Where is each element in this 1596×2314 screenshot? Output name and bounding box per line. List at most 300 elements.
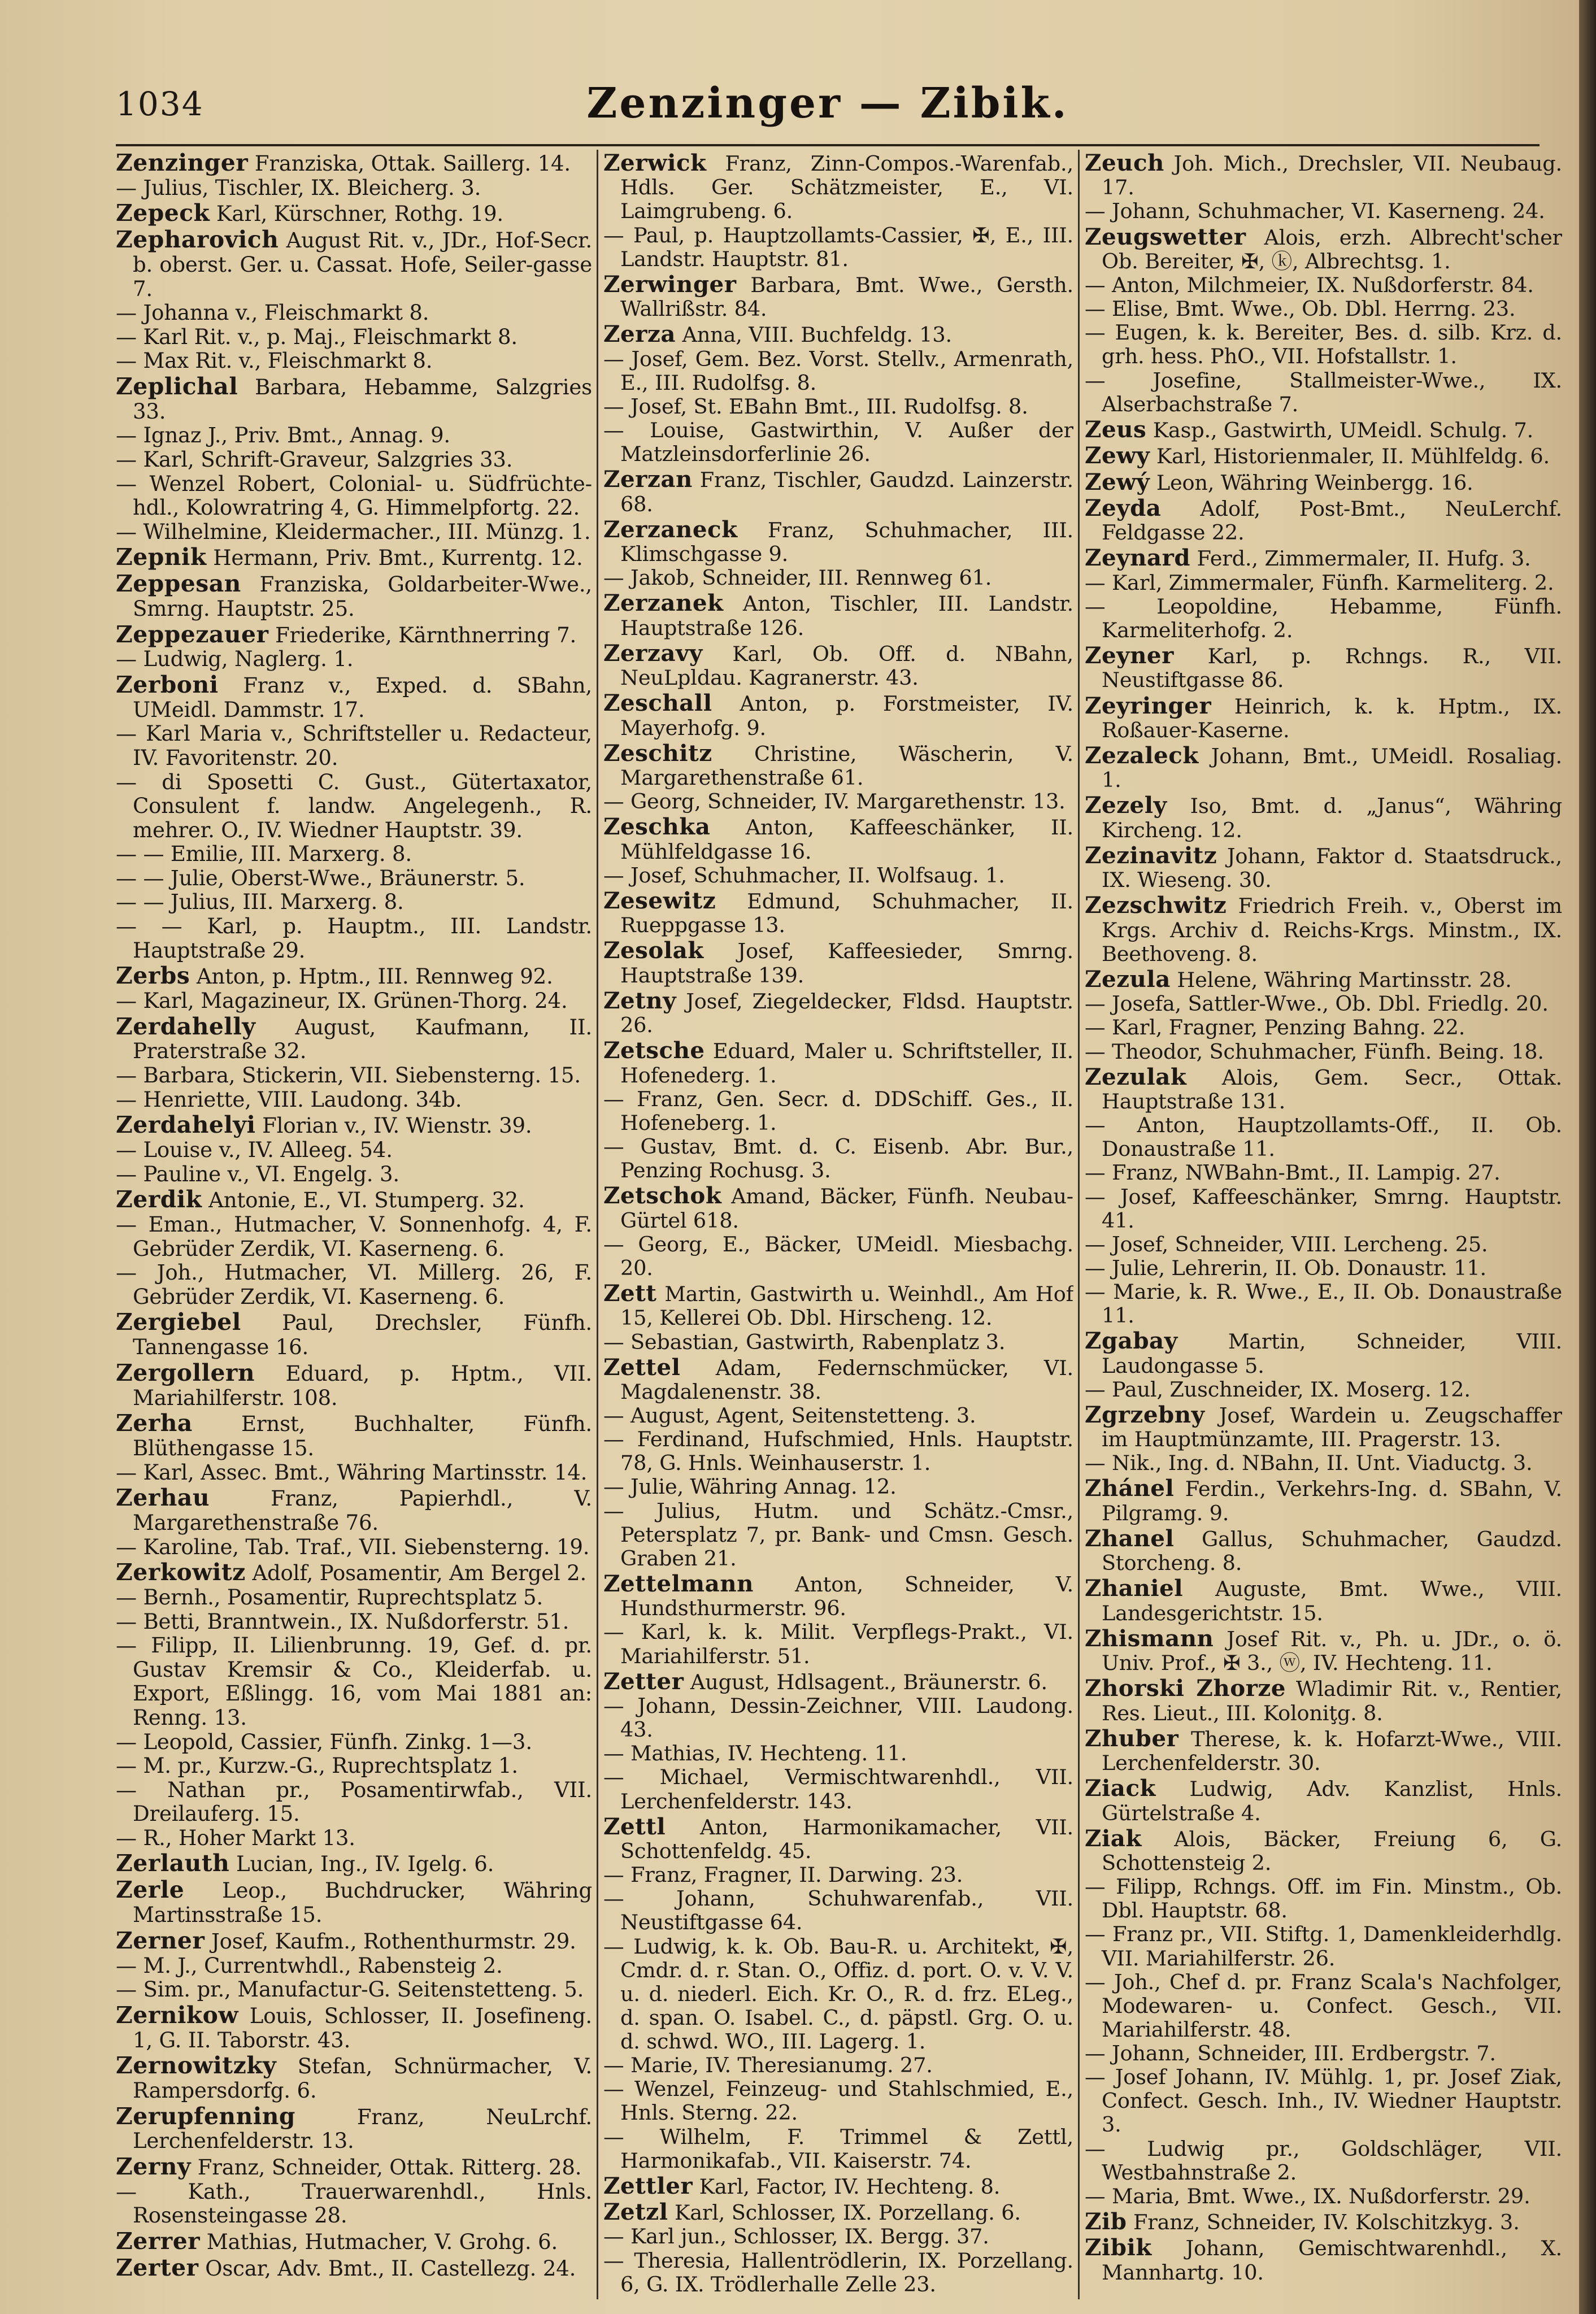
directory-entry xyxy=(1085,2234,1562,2284)
entry-details: Ernst, Buchhalter, Fünfh. Blüthengasse 15. xyxy=(133,1412,592,1461)
header-rule xyxy=(116,144,1540,146)
entry-surname: Zeppezauer xyxy=(116,620,269,648)
entry-details: — Henriette, VIII. Laudong. 34b. xyxy=(116,1087,462,1112)
entry-surname: Zgabay xyxy=(1085,1327,1178,1355)
directory-entry xyxy=(116,1309,592,1359)
directory-entry xyxy=(1085,1451,1562,1475)
entry-details: — Theresia, Hallentrödlerin, IX. Porzellang. 6, G. IX. Trödlerhalle Zelle 23. xyxy=(603,2248,1073,2296)
entry-details: — Leopold, Cassier, Fünfh. Zinkg. 1—3. xyxy=(116,1729,532,1754)
entry-details: Antonie, E., VI. Stumperg. 32. xyxy=(208,1188,525,1213)
entry-surname: Zeuch xyxy=(1085,150,1164,176)
entry-details: — Anton, Hauptzollamts-Off., II. Ob. Donaustraße 11. xyxy=(1085,1113,1562,1162)
directory-entry xyxy=(116,1213,592,1261)
entry-details: Josef, Kaffeesieder, Smrng. Hauptstraße 139. xyxy=(620,939,1073,988)
entry-surname: Zeugswetter xyxy=(1085,223,1246,250)
entry-details: — Josef, St. EBahn Bmt., III. Rudolfsg. 8. xyxy=(603,394,1028,419)
entry-details: Anton, Schneider, V. Hundsthurmerstr. 96. xyxy=(620,1572,1073,1621)
entry-details: — Sim. pr., Manufactur-G. Seitenstetteng. 5. xyxy=(116,1977,584,2002)
directory-entry xyxy=(603,395,1073,419)
directory-entry xyxy=(116,2103,592,2154)
directory-entry xyxy=(603,1428,1073,1475)
entry-details: — Karl Maria v., Schriftsteller u. Redacteur, IV. Favoritenstr. 20. xyxy=(116,721,592,770)
directory-entry xyxy=(1085,369,1562,416)
directory-entry xyxy=(1085,1040,1562,1064)
entry-details: — Pauline v., VI. Engelg. 3. xyxy=(116,1162,399,1186)
entry-surname: Zett xyxy=(603,1280,657,1307)
directory-entry xyxy=(116,1138,592,1163)
entry-surname: Zerny xyxy=(116,2152,192,2180)
entry-details: — Wenzel Robert, Colonial- u. Südfrüchte-hdl., Kolowratring 4, G. Himmelpfortg. 22. xyxy=(116,471,592,520)
entry-details: — Josefine, Stallmeister-Wwe., IX. Alserbachstraße 7. xyxy=(1085,368,1562,416)
directory-entry xyxy=(116,1754,592,1778)
entry-surname: Zibik xyxy=(1085,2234,1152,2261)
entry-details: Anton, Tischler, III. Landstr. Hauptstraße 126. xyxy=(620,591,1073,640)
entry-details: — Barbara, Stickerin, VII. Siebensterng. 15. xyxy=(116,1063,581,1088)
entry-details: Leop., Buchdrucker, Währing Martinsstraße 15. xyxy=(133,1878,592,1928)
directory-entry xyxy=(603,590,1073,640)
entry-details: — Franz, Fragner, II. Darwing. 23. xyxy=(603,1863,963,1887)
directory-entry xyxy=(603,937,1073,987)
directory-entry xyxy=(603,419,1073,466)
entry-surname: Zetter xyxy=(603,1667,684,1695)
entry-details: Iso, Bmt. d. „Janus“, Währing Kircheng. 12. xyxy=(1102,794,1562,842)
directory-entry xyxy=(603,2249,1073,2296)
entry-surname: Zhanel xyxy=(1085,1524,1175,1552)
directory-entry xyxy=(603,1088,1073,1135)
entry-details: August Rit. v., JDr., Hof-Secr. b. oberst. Ger. u. Cassat. Hofe, Seiler-gasse 7. xyxy=(133,228,592,301)
entry-surname: Zeyringer xyxy=(1085,691,1212,719)
directory-entry xyxy=(1085,545,1562,571)
entry-details: Josef Rit. v., Ph. u. JDr., o. ö. Univ. Prof., ✠ 3., ⓦ, IV. Hechteng. 11. xyxy=(1102,1626,1562,1676)
entry-details: — Karl, Zimmermaler, Fünfh. Karmeliterg. 2. xyxy=(1085,570,1554,595)
entry-details: — — Emilie, III. Marxerg. 8. xyxy=(116,842,412,867)
directory-entry xyxy=(116,176,592,201)
entry-details: Anna, VIII. Buchfeldg. 13. xyxy=(682,323,952,347)
entry-surname: Zerrer xyxy=(116,2227,201,2255)
directory-entry xyxy=(116,867,592,891)
entry-surname: Zezinavitz xyxy=(1085,841,1217,869)
directory-entry xyxy=(1085,1185,1562,1233)
column-2 xyxy=(603,150,1073,2302)
entry-details: Kasp., Gastwirth, UMeidl. Schulg. 7. xyxy=(1153,417,1534,442)
entry-surname: Zerha xyxy=(116,1410,193,1437)
entry-details: — R., Hoher Markt 13. xyxy=(116,1825,355,1850)
directory-entry xyxy=(116,647,592,672)
entry-details: Leon, Währing Weinbergg. 16. xyxy=(1156,470,1473,495)
entry-details: Franziska, Ottak. Saillerg. 14. xyxy=(254,151,571,176)
directory-entry xyxy=(116,2255,592,2281)
directory-entry xyxy=(1085,416,1562,442)
entry-surname: Zeppesan xyxy=(116,570,241,598)
directory-entry xyxy=(116,325,592,350)
entry-details: Hermann, Priv. Bmt., Kurrentg. 12. xyxy=(213,546,583,571)
entry-surname: Zerdahelyi xyxy=(116,1111,256,1139)
entry-surname: Zerzavy xyxy=(603,639,703,667)
entry-details: — Julius, Tischler, IX. Bleicherg. 3. xyxy=(116,175,481,200)
directory-entry xyxy=(1085,792,1562,842)
entry-details: — — Julie, Oberst-Wwe., Bräunerstr. 5. xyxy=(116,865,525,890)
directory-entry xyxy=(116,722,592,770)
entry-surname: Zeschall xyxy=(603,689,712,717)
entry-surname: Zerhau xyxy=(116,1484,210,1512)
directory-entry xyxy=(116,1559,592,1586)
directory-entry xyxy=(603,1935,1073,2054)
entry-surname: Zerza xyxy=(603,320,676,348)
entry-details: — Michael, Vermischtwarenhdl., VII. Lerchenfelderstr. 143. xyxy=(603,1765,1073,1813)
entry-surname: Zewý xyxy=(1085,468,1150,495)
directory-entry xyxy=(603,1354,1073,1404)
entry-details: — Ferdinand, Hufschmied, Hnls. Hauptstr. 78, G. Hnls. Weinhauserstr. 1. xyxy=(603,1427,1073,1476)
directory-entry xyxy=(603,516,1073,566)
entry-details: Franz, Zinn-Compos.-Warenfab., Hdls. Ger. Schätzmeister, E., VI. Laimgrubeng. 6. xyxy=(620,151,1073,224)
entry-details: Franz, Schuhmacher, III. Klimschgasse 9. xyxy=(620,517,1073,567)
entry-surname: Zettelmann xyxy=(603,1569,754,1597)
entry-details: — Joh., Hutmacher, VI. Millerg. 26, F. Gebrüder Zerdik, VI. Kaserneng. 6. xyxy=(116,1260,592,1309)
directory-entry xyxy=(1085,199,1562,223)
entry-details: Friederike, Kärnthnerring 7. xyxy=(275,623,577,647)
directory-entry xyxy=(603,1233,1073,1280)
page-header xyxy=(116,79,1540,141)
page-edge-shadow xyxy=(1579,0,1596,2314)
entry-surname: Zettler xyxy=(603,2172,693,2199)
entry-details: — Wilhelm, F. Trimmel & Zettl, Harmonikafab., VII. Kaiserstr. 74. xyxy=(603,2124,1073,2173)
entry-details: — Marie, k. R. Wwe., E., II. Ob. Donaustraße 11. xyxy=(1085,1280,1562,1328)
directory-entry xyxy=(603,2125,1073,2173)
directory-entry xyxy=(603,2199,1073,2225)
entry-details: Adam, Federnschmücker, VI. Magdalenenstr. 38. xyxy=(620,1355,1073,1404)
entry-surname: Zerboni xyxy=(116,671,219,698)
entry-details: — Julie, Währing Annag. 12. xyxy=(603,1474,897,1499)
directory-entry xyxy=(1085,595,1562,642)
entry-details: — Josef Johann, IV. Mühlg. 1, pr. Josef Ziak, Confect. Gesch. Inh., IV. Wiedner Hauptstr. 3. xyxy=(1085,2065,1562,2137)
entry-surname: Zerlauth xyxy=(116,1850,230,1877)
directory-entry xyxy=(116,842,592,867)
entry-details: — Karl, Magazineur, IX. Grünen-Thorg. 24. xyxy=(116,989,568,1014)
directory-entry xyxy=(603,1475,1073,1499)
entry-surname: Zerupfenning xyxy=(116,2102,295,2130)
entry-details: — Josef, Gem. Bez. Vorst. Stellv., Armenrath, E., III. Rudolfsg. 8. xyxy=(603,346,1073,395)
entry-surname: Zhaniel xyxy=(1085,1574,1184,1602)
entry-surname: Zgrzebny xyxy=(1085,1400,1205,1428)
entry-details: — Karl, Assec. Bmt., Währing Martinsstr. 14. xyxy=(116,1460,588,1485)
entry-surname: Zezulak xyxy=(1085,1063,1187,1090)
entry-details: Franz, NeuLrchf. Lerchenfelderstr. 13. xyxy=(133,2104,592,2154)
directory-entry xyxy=(116,520,592,545)
entry-details: Ferd., Zimmermaler, II. Hufg. 3. xyxy=(1197,546,1531,571)
entry-surname: Zerner xyxy=(116,1926,205,1954)
directory-entry xyxy=(116,571,592,621)
entry-surname: Zergollern xyxy=(116,1359,255,1386)
entry-details: — Marie, IV. Theresianumg. 27. xyxy=(603,2053,933,2078)
directory-entry xyxy=(1085,2042,1562,2065)
entry-details: Franz, Schneider, Ottak. Ritterg. 28. xyxy=(197,2155,582,2180)
directory-entry xyxy=(116,672,592,722)
directory-entry xyxy=(1085,2208,1562,2234)
directory-entry xyxy=(603,224,1073,271)
entry-details: — Anton, Milchmeier, IX. Nußdorferstr. 84. xyxy=(1085,273,1534,298)
entry-details: Ferdin., Verkehrs-Ing. d. SBahn, V. Pilgramg. 9. xyxy=(1102,1477,1562,1525)
entry-details: Joh. Mich., Drechsler, VII. Neubaug. 17. xyxy=(1102,151,1562,200)
directory-entry xyxy=(1085,1775,1562,1825)
entry-details: Johann, Bmt., UMeidl. Rosaliag. 1. xyxy=(1102,743,1562,793)
directory-entry xyxy=(1085,1064,1562,1113)
entry-details: Lucian, Ing., IV. Igelg. 6. xyxy=(236,1852,494,1877)
entry-details: Barbara, Hebamme, Salzgries 33. xyxy=(133,375,592,424)
directory-entry xyxy=(603,814,1073,863)
directory-entry xyxy=(116,1186,592,1213)
directory-entry xyxy=(603,1404,1073,1428)
entry-details: — Franz pr., VII. Stiftg. 1, Damenkleiderhdlg. VII. Mariahilferstr. 26. xyxy=(1085,1922,1562,1971)
entry-details: — Julie, Lehrerin, II. Ob. Donaustr. 11. xyxy=(1085,1255,1486,1280)
directory-entry xyxy=(1085,297,1562,321)
entry-surname: Zenzinger xyxy=(116,150,249,176)
entry-details: Alois, Gem. Secr., Ottak. Hauptstraße 131. xyxy=(1102,1065,1562,1114)
directory-entry xyxy=(603,740,1073,790)
directory-entry xyxy=(116,1850,592,1877)
entry-details: Gallus, Schuhmacher, Gaudzd. Storcheng. 8. xyxy=(1102,1526,1562,1576)
directory-entry xyxy=(603,1887,1073,1934)
entry-details: — Georg, E., Bäcker, UMeidl. Miesbachg. 20. xyxy=(603,1232,1073,1280)
directory-entry xyxy=(603,988,1073,1037)
directory-entry xyxy=(1085,642,1562,692)
directory-entry xyxy=(603,1765,1073,1813)
entry-details: — Johann, Schneider, III. Erdbergstr. 7. xyxy=(1085,2041,1496,2066)
entry-details: Paul, Drechsler, Fünfh. Tannengasse 16. xyxy=(133,1311,592,1360)
entry-details: Amand, Bäcker, Fünfh. Neubau-Gürtel 618. xyxy=(620,1184,1073,1233)
directory-entry xyxy=(1085,2185,1562,2208)
directory-entry xyxy=(603,1182,1073,1232)
entry-surname: Zezula xyxy=(1085,965,1171,993)
entry-details: — Leopoldine, Hebamme, Fünfh. Karmeliterhofg. 2. xyxy=(1085,594,1562,642)
entry-details: — Kath., Trauerwarenhdl., Hnls. Rosensteingasse 28. xyxy=(116,2179,592,2228)
entry-details: — Georg, Schneider, IV. Margarethenstr. 13. xyxy=(603,789,1066,814)
entry-details: — Ludwig pr., Goldschläger, VII. Westbahnstraße 2. xyxy=(1085,2136,1562,2185)
directory-entry xyxy=(603,790,1073,814)
page-number: 1034 xyxy=(116,85,204,123)
entry-details: — M. J., Currentwhdl., Rabensteig 2. xyxy=(116,1953,503,1978)
directory-entry xyxy=(116,1634,592,1730)
entry-details: Karl, Schlosser, IX. Porzellang. 6. xyxy=(675,2200,1021,2225)
directory-entry xyxy=(1085,1378,1562,1402)
entry-details: Anton, Kaffeeschänker, II. Mühlfeldgasse 16. xyxy=(620,815,1073,864)
entry-details: — Paul, p. Hauptzollamts-Cassier, ✠, E., III. Landstr. Hauptstr. 81. xyxy=(603,223,1073,271)
directory-entry xyxy=(1085,1113,1562,1161)
directory-entry xyxy=(603,1813,1073,1863)
directory-entry xyxy=(1085,892,1562,966)
entry-surname: Zerwinger xyxy=(603,270,737,298)
directory-entry xyxy=(1085,1525,1562,1575)
directory-entry xyxy=(116,1014,592,1064)
directory-entry xyxy=(603,1694,1073,1742)
entry-details: Anton, p. Forstmeister, IV. Mayerhofg. 9. xyxy=(620,691,1073,740)
directory-entry xyxy=(603,1620,1073,1668)
entry-details: — Maria, Bmt. Wwe., IX. Nußdorferstr. 29. xyxy=(1085,2183,1530,2208)
entry-details: Oscar, Adv. Bmt., II. Castellezg. 24. xyxy=(205,2256,576,2281)
entry-details: Martin, Schneider, VIII. Laudongasse 5. xyxy=(1102,1329,1562,1378)
entry-surname: Zepharovich xyxy=(116,226,279,254)
entry-details: — Karoline, Tab. Traf., VII. Siebensterng. 19. xyxy=(116,1534,590,1559)
directory-entry xyxy=(116,227,592,301)
directory-entry xyxy=(116,200,592,227)
directory-entry xyxy=(1085,693,1562,742)
entry-details: — Johann, Dessin-Zeichner, VIII. Laudong. 43. xyxy=(603,1694,1073,1742)
entry-details: — di Sposetti C. Gust., Gütertaxator, Consulent f. landw. Angelegenh., R. mehrer. O., IV. Wiedner Hauptstr. 39. xyxy=(116,769,592,842)
entry-details: — Sebastian, Gastwirth, Rabenplatz 3. xyxy=(603,1329,1006,1354)
entry-details: Karl, Kürschner, Rothg. 19. xyxy=(216,202,503,227)
entry-details: — Johann, Schuhwarenfab., VII. Neustiftgasse 64. xyxy=(603,1886,1073,1935)
directory-entry xyxy=(116,2052,592,2103)
entry-surname: Ziack xyxy=(1085,1774,1156,1802)
directory-entry xyxy=(116,2180,592,2228)
directory-entry xyxy=(603,466,1073,516)
directory-entry xyxy=(116,1586,592,1610)
entry-details: — Wilhelmine, Kleidermacher., III. Münzg. 1. xyxy=(116,519,591,544)
directory-entry xyxy=(1085,742,1562,792)
directory-entry xyxy=(116,1730,592,1755)
entry-details: — Betti, Branntwein., IX. Nußdorferstr. 51. xyxy=(116,1609,569,1634)
column-1 xyxy=(116,150,592,2302)
entry-details: Karl, Factor, IV. Hechteng. 8. xyxy=(699,2174,1001,2199)
entry-details: Karl, Historienmaler, II. Mühlfeldg. 6. xyxy=(1156,444,1550,469)
entry-details: Edmund, Schuhmacher, II. Rueppgasse 13. xyxy=(620,889,1073,938)
entry-surname: Zerwick xyxy=(603,150,707,176)
directory-entry xyxy=(1085,1233,1562,1256)
directory-entry xyxy=(116,621,592,648)
directory-entry xyxy=(603,150,1073,224)
directory-entry xyxy=(116,1261,592,1309)
entry-surname: Zepnik xyxy=(116,543,207,571)
column-divider xyxy=(1078,150,1080,2299)
entry-details: Josef, Wardein u. Zeugschaffer im Hauptmünzamte, III. Pragerstr. 13. xyxy=(1102,1403,1562,1452)
directory-entry xyxy=(1085,1575,1562,1625)
directory-entry xyxy=(1085,469,1562,495)
directory-entry xyxy=(116,2002,592,2052)
entry-surname: Ziak xyxy=(1085,1824,1142,1852)
entry-details: — — Karl, p. Hauptm., III. Landstr. Hauptstraße 29. xyxy=(116,914,592,963)
directory-entry xyxy=(1085,224,1562,273)
entry-details: Barbara, Bmt. Wwe., Gersth. Wallrißstr. 84. xyxy=(620,272,1073,321)
directory-entry xyxy=(603,2225,1073,2248)
entry-details: Karl, p. Rchngs. R., VII. Neustiftgasse 86. xyxy=(1102,644,1562,693)
directory-entry xyxy=(116,373,592,424)
entry-surname: Zerdik xyxy=(116,1186,202,1213)
directory-entry xyxy=(116,771,592,843)
entry-details: Eduard, Maler u. Schriftsteller, II. Hofenederg. 1. xyxy=(620,1039,1073,1088)
entry-details: Martin, Gastwirth u. Weinhdl., Am Hof 15, Kellerei Ob. Dbl. Hirscheng. 12. xyxy=(620,1282,1073,1330)
entry-details: — Wenzel, Feinzeug- und Stahlschmied, E., Hnls. Sterng. 22. xyxy=(603,2077,1073,2125)
directory-entry xyxy=(1085,2137,1562,2185)
entry-details: Johann, Gemischtwarenhdl., X. Mannhartg. 10. xyxy=(1102,2236,1562,2285)
entry-surname: Zerter xyxy=(116,2254,199,2281)
entry-details: Friedrich Freih. v., Oberst im Krgs. Archiv d. Reichs-Krgs. Minstm., IX. Beethoveng. 8. xyxy=(1102,894,1562,966)
directory-entry xyxy=(1085,1256,1562,1280)
directory-entry xyxy=(116,424,592,448)
directory-entry xyxy=(1085,1475,1562,1525)
directory-entry xyxy=(116,1088,592,1112)
entry-details: Josef, Ziegeldecker, Fldsd. Hauptstr. 26. xyxy=(620,989,1073,1038)
directory-entry xyxy=(1085,1971,1562,2042)
column-3 xyxy=(1085,150,1562,2302)
entry-details: — Filipp, II. Lilienbrunng. 19, Gef. d. pr. Gustav Kremsir & Co., Kleiderfab. u. Export, Eßlingg. 16, vom Mai 1881 an: Renng. 13. xyxy=(116,1633,592,1730)
entry-surname: Zerdahelly xyxy=(116,1012,256,1040)
directory-entry xyxy=(1085,2065,1562,2137)
entry-details: — Franz, Gen. Secr. d. DDSchiff. Ges., II. Hofeneberg. 1. xyxy=(603,1086,1073,1135)
running-title: Zenzinger — Zibik. xyxy=(586,79,1069,128)
directory-entry xyxy=(116,1112,592,1138)
directory-entry xyxy=(1085,1402,1562,1451)
directory-entry xyxy=(116,448,592,472)
entry-details: — Eugen, k. k. Bereiter, Bes. d. silb. Krz. d. grh. hess. PhO., VII. Hofstallstr. 1. xyxy=(1085,320,1562,369)
entry-details: August, Hdlsagent., Bräunerstr. 6. xyxy=(690,1669,1047,1694)
directory-entry xyxy=(603,1668,1073,1694)
entry-details: Franz, Tischler, Gaudzd. Lainzerstr. 68. xyxy=(620,468,1073,516)
entry-surname: Zettl xyxy=(603,1812,666,1840)
entry-details: — Johanna v., Fleischmarkt 8. xyxy=(116,301,429,325)
directory-entry xyxy=(603,1135,1073,1182)
entry-details: — Ludwig, Naglerg. 1. xyxy=(116,647,354,672)
entry-details: — Eman., Hutmacher, V. Sonnenhofg. 4, F. Gebrüder Zerdik, VI. Kaserneng. 6. xyxy=(116,1212,592,1261)
entry-details: Louis, Schlosser, II. Josefineng. 1, G. II. Taborstr. 43. xyxy=(133,2003,592,2052)
entry-details: Ludwig, Adv. Kanzlist, Hnls. Gürtelstraße 4. xyxy=(1102,1777,1562,1825)
entry-details: Franz, Schneider, IV. Kolschitzkyg. 3. xyxy=(1133,2209,1520,2234)
entry-details: — Nathan pr., Posamentirwfab., VII. Dreilauferg. 15. xyxy=(116,1777,592,1826)
directory-entry xyxy=(116,301,592,325)
directory-entry xyxy=(1085,1016,1562,1039)
entry-details: Eduard, p. Hptm., VII. Mariahilferstr. 108. xyxy=(133,1361,592,1410)
entry-surname: Zerkowitz xyxy=(116,1559,246,1586)
entry-details: Franziska, Goldarbeiter-Wwe., Smrng. Hauptstr. 25. xyxy=(133,572,592,621)
entry-details: — Karl, k. k. Milit. Verpflegs-Prakt., VI. Mariahilferstr. 51. xyxy=(603,1620,1073,1668)
directory-entry xyxy=(116,1877,592,1927)
directory-entry xyxy=(116,963,592,989)
directory-entry xyxy=(116,544,592,571)
directory-entry xyxy=(1085,992,1562,1016)
entry-details: — Paul, Zuschneider, IX. Moserg. 12. xyxy=(1085,1377,1471,1402)
entry-surname: Zezaleck xyxy=(1085,741,1199,769)
directory-entry xyxy=(116,1928,592,1954)
entry-details: — Franz, NWBahn-Bmt., II. Lampig. 27. xyxy=(1085,1160,1501,1185)
directory-entry xyxy=(1085,1675,1562,1725)
entry-details: Auguste, Bmt. Wwe., VIII. Landesgerichtstr. 15. xyxy=(1102,1577,1562,1625)
directory-entry xyxy=(116,1360,592,1410)
entry-details: Heinrich, k. k. Hptm., IX. Roßauer-Kaserne. xyxy=(1102,694,1562,742)
entry-details: — Ludwig, k. k. Ob. Bau-R. u. Architekt, ✠, Cmdr. d. r. Stan. O., Offiz. d. port. O. v. V. V. u. d. niederl. Eich. Kr. O., R. d. frz. ELeg., d. span. O. Isabel. C., d. päpstl. Grg. O. u. d. schwd. WO., III. Lagerg. 1. xyxy=(603,1934,1073,2054)
directory-entry xyxy=(1085,321,1562,368)
entry-details: — Jakob, Schneider, III. Rennweg 61. xyxy=(603,566,992,590)
entry-details: — Johann, Schuhmacher, VI. Kaserneng. 24. xyxy=(1085,199,1545,224)
directory-entry xyxy=(603,1499,1073,1571)
directory-entry xyxy=(116,1410,592,1460)
directory-entry xyxy=(1085,1875,1562,1922)
directory-entry xyxy=(1085,1328,1562,1377)
directory-entry xyxy=(116,915,592,963)
entry-details: — Karl, Schrift-Graveur, Salzgries 33. xyxy=(116,447,513,472)
directory-entry xyxy=(116,1778,592,1826)
entry-surname: Zerzanek xyxy=(603,589,724,617)
entry-details: — Josef, Schuhmacher, II. Wolfsaug. 1. xyxy=(603,863,1005,888)
entry-details: — Louise, Gastwirthin, V. Außer der Matzleinsdorferlinie 26. xyxy=(603,418,1073,467)
directory-entry xyxy=(116,349,592,373)
entry-details: — Bernh., Posamentir, Ruprechtsplatz 5. xyxy=(116,1585,543,1610)
entry-details: Karl, Ob. Off. d. NBahn, NeuLpldau. Kagranerstr. 43. xyxy=(620,641,1073,690)
directory-entry xyxy=(603,2173,1073,2199)
entry-surname: Zezschwitz xyxy=(1085,891,1227,919)
entry-surname: Zib xyxy=(1085,2207,1127,2235)
entry-surname: Zeus xyxy=(1085,415,1147,443)
entry-surname: Zerzaneck xyxy=(603,515,738,543)
entry-surname: Zetny xyxy=(603,986,677,1014)
entry-surname: Zeplichal xyxy=(116,373,238,400)
